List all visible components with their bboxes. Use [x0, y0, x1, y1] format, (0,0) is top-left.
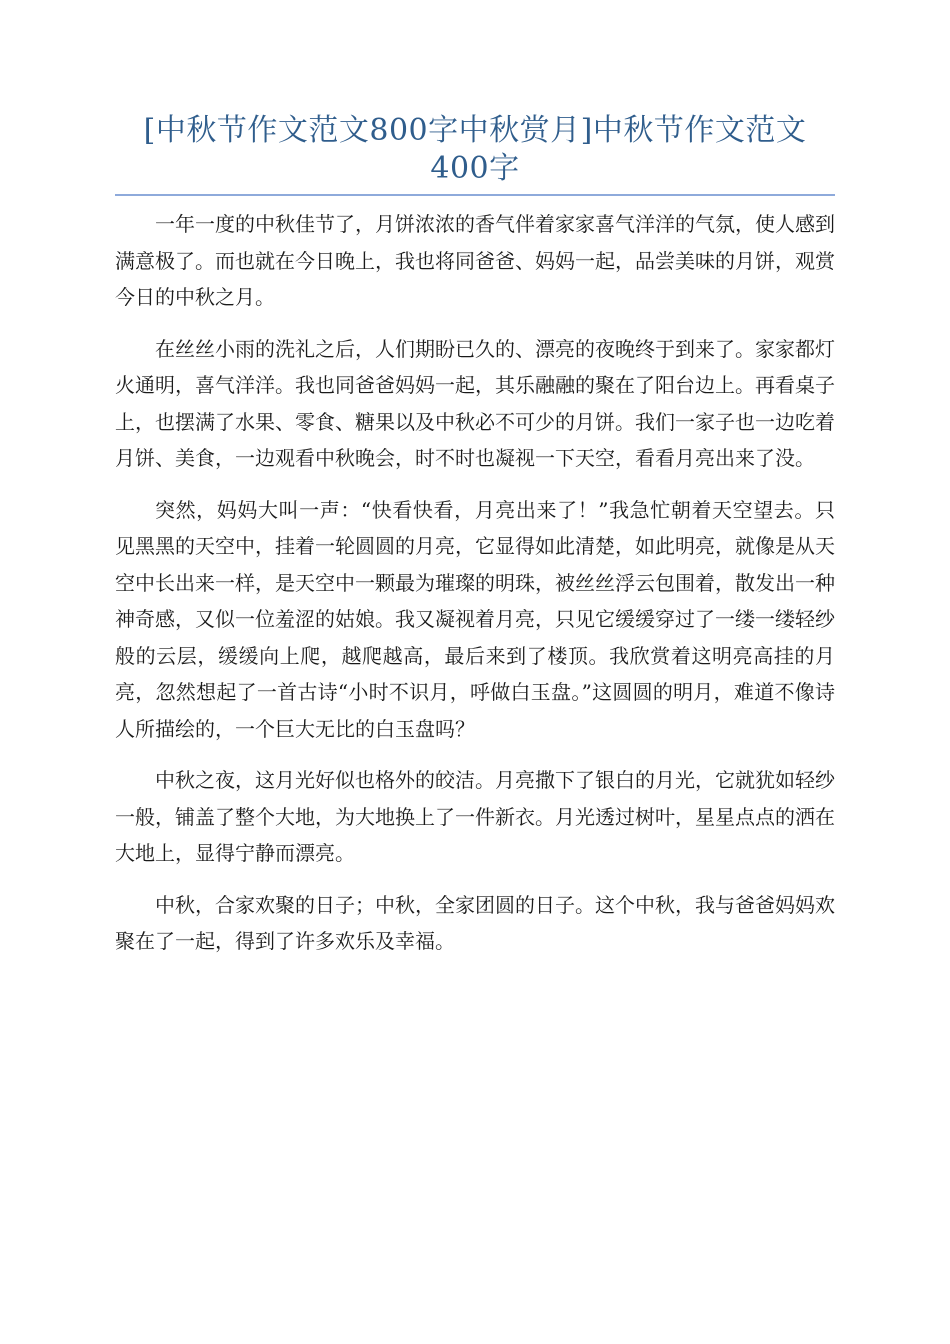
document-body — [115, 206, 835, 975]
title-underline — [115, 194, 835, 196]
paragraph-1: 一年一度的中秋佳节了，月饼浓浓的香气伴着家家喜气洋洋的气氛，使人感到满意极了。而也就在今日晚上，我也将同爸爸、妈妈一起，品尝美味的月饼，观赏今日的中秋之月。 — [115, 212, 835, 309]
paragraph-4: 中秋之夜，这月光好似也格外的皎洁。月亮撒下了银白的月光，它就犹如轻纱一般，铺盖了整个大地，为大地换上了一件新衣。月光透过树叶，星星点点的洒在大地上，显得宁静而漂亮。 — [115, 768, 835, 865]
title-block — [115, 112, 835, 196]
document-title: [中秋节作文范文800字中秋赏月]中秋节作文范文400字 — [143, 113, 807, 186]
paragraph-2: 在丝丝小雨的洗礼之后，人们期盼已久的、漂亮的夜晚终于到来了。家家都灯火通明，喜气洋洋。我也同爸爸妈妈一起，其乐融融的聚在了阳台边上。再看桌子上，也摆满了水果、零食、糖果以及中秋必不可少的月饼。我们一家子也一边吃着月饼、美食，一边观看中秋晚会，时不时也凝视一下天空，看看月亮出来了没。 — [115, 336, 835, 470]
paragraph-5: 中秋，合家欢聚的日子；中秋，全家团圆的日子。这个中秋，我与爸爸妈妈欢聚在了一起，得到了许多欢乐及幸福。 — [115, 892, 835, 953]
paragraph-3: 突然，妈妈大叫一声：“快看快看，月亮出来了！”我急忙朝着天空望去。只见黑黑的天空中，挂着一轮圆圆的月亮，它显得如此清楚，如此明亮，就像是从天空中长出来一样，是天空中一颗最为璀璨的明珠，被丝丝浮云包围着，散发出一种神奇感，又似一位羞涩的姑娘。我又凝视着月亮，只见它缓缓穿过了一缕一缕轻纱般的云层，缓缓向上爬，越爬越高，最后来到了楼顶。我欣赏着这明亮高挂的月亮，忽然想起了一首古诗“小时不识月，呼做白玉盘。”这圆圆的明月，难道不像诗人所描绘的，一个巨大无比的白玉盘吗？ — [115, 497, 835, 741]
